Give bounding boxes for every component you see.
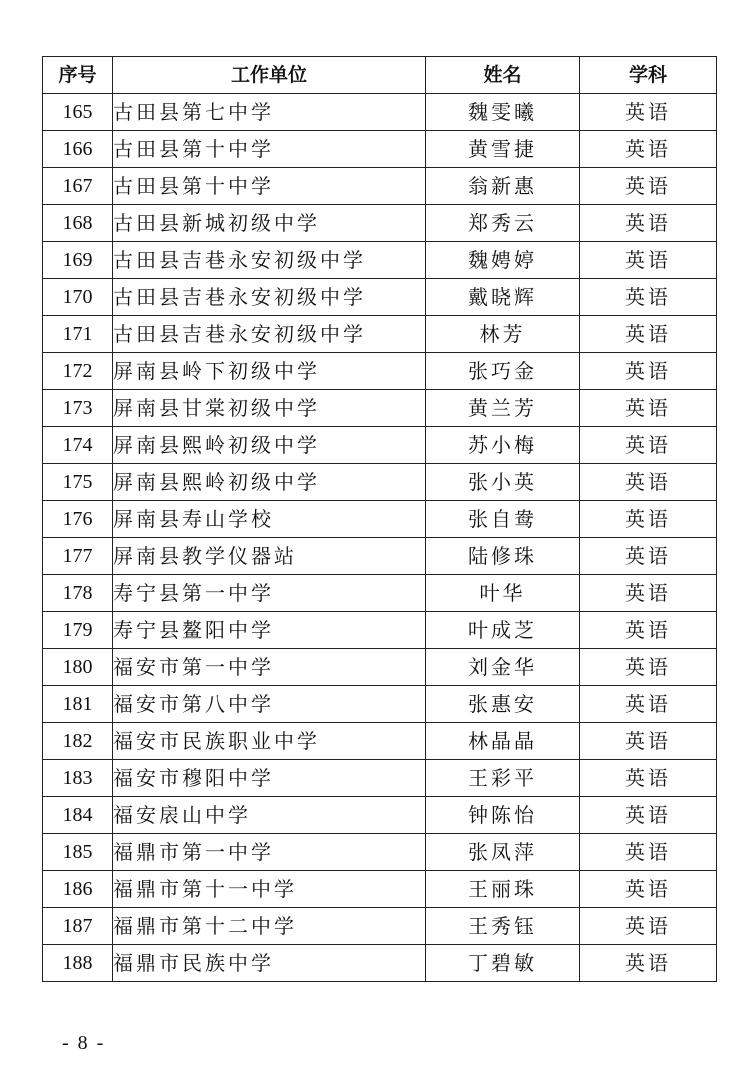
cell-unit: 屏南县教学仪器站 [113, 538, 426, 575]
cell-no: 175 [43, 464, 113, 501]
cell-subject: 英语 [580, 353, 717, 390]
table-row [43, 723, 717, 760]
cell-subject: 英语 [580, 205, 717, 242]
cell-subject: 英语 [580, 427, 717, 464]
cell-name: 叶华 [426, 575, 580, 612]
cell-subject: 英语 [580, 834, 717, 871]
header-no: 序号 [43, 57, 113, 94]
cell-no: 172 [43, 353, 113, 390]
cell-name: 魏娉婷 [426, 242, 580, 279]
cell-unit: 福鼎市民族中学 [113, 945, 426, 982]
cell-name: 叶成芝 [426, 612, 580, 649]
cell-no: 169 [43, 242, 113, 279]
cell-subject: 英语 [580, 464, 717, 501]
cell-no: 178 [43, 575, 113, 612]
table-row [43, 797, 717, 834]
cell-unit: 屏南县甘棠初级中学 [113, 390, 426, 427]
cell-no: 185 [43, 834, 113, 871]
cell-name: 刘金华 [426, 649, 580, 686]
cell-subject: 英语 [580, 501, 717, 538]
cell-name: 钟陈怡 [426, 797, 580, 834]
table-row [43, 575, 717, 612]
cell-subject: 英语 [580, 945, 717, 982]
cell-subject: 英语 [580, 94, 717, 131]
cell-no: 171 [43, 316, 113, 353]
table-row [43, 649, 717, 686]
cell-unit: 福安市第一中学 [113, 649, 426, 686]
table-row [43, 464, 717, 501]
cell-unit: 福安市第八中学 [113, 686, 426, 723]
cell-no: 170 [43, 279, 113, 316]
cell-unit: 屏南县熙岭初级中学 [113, 427, 426, 464]
cell-name: 黄兰芳 [426, 390, 580, 427]
cell-unit: 福鼎市第十二中学 [113, 908, 426, 945]
cell-unit: 福安市穆阳中学 [113, 760, 426, 797]
table-row [43, 242, 717, 279]
cell-unit: 寿宁县鳌阳中学 [113, 612, 426, 649]
header-subject: 学科 [580, 57, 717, 94]
cell-no: 174 [43, 427, 113, 464]
table-row [43, 945, 717, 982]
cell-subject: 英语 [580, 168, 717, 205]
cell-subject: 英语 [580, 723, 717, 760]
cell-name: 魏雯曦 [426, 94, 580, 131]
cell-name: 王彩平 [426, 760, 580, 797]
cell-unit: 福安扆山中学 [113, 797, 426, 834]
cell-subject: 英语 [580, 686, 717, 723]
cell-no: 188 [43, 945, 113, 982]
table-row [43, 168, 717, 205]
cell-unit: 福鼎市第十一中学 [113, 871, 426, 908]
cell-name: 林芳 [426, 316, 580, 353]
table-row [43, 612, 717, 649]
cell-subject: 英语 [580, 908, 717, 945]
cell-unit: 古田县吉巷永安初级中学 [113, 316, 426, 353]
table-row [43, 686, 717, 723]
table-row [43, 94, 717, 131]
cell-subject: 英语 [580, 760, 717, 797]
cell-unit: 古田县第七中学 [113, 94, 426, 131]
cell-name: 苏小梅 [426, 427, 580, 464]
cell-name: 黄雪捷 [426, 131, 580, 168]
header-unit: 工作单位 [113, 57, 426, 94]
table-row [43, 205, 717, 242]
cell-no: 167 [43, 168, 113, 205]
header-name: 姓名 [426, 57, 580, 94]
cell-no: 168 [43, 205, 113, 242]
table-row [43, 760, 717, 797]
cell-name: 翁新惠 [426, 168, 580, 205]
cell-subject: 英语 [580, 390, 717, 427]
cell-name: 张自鸯 [426, 501, 580, 538]
table-row [43, 834, 717, 871]
cell-subject: 英语 [580, 649, 717, 686]
table-row [43, 353, 717, 390]
cell-no: 181 [43, 686, 113, 723]
table-header-row [43, 57, 717, 94]
cell-unit: 屏南县岭下初级中学 [113, 353, 426, 390]
cell-subject: 英语 [580, 316, 717, 353]
table-row [43, 279, 717, 316]
cell-no: 179 [43, 612, 113, 649]
cell-name: 陆修珠 [426, 538, 580, 575]
cell-no: 184 [43, 797, 113, 834]
roster-table [42, 56, 717, 982]
cell-subject: 英语 [580, 131, 717, 168]
cell-subject: 英语 [580, 538, 717, 575]
cell-unit: 古田县新城初级中学 [113, 205, 426, 242]
cell-name: 张巧金 [426, 353, 580, 390]
cell-unit: 寿宁县第一中学 [113, 575, 426, 612]
document-page [42, 56, 716, 982]
table-row [43, 871, 717, 908]
table-row [43, 908, 717, 945]
cell-no: 187 [43, 908, 113, 945]
cell-no: 173 [43, 390, 113, 427]
cell-name: 王秀钰 [426, 908, 580, 945]
cell-no: 186 [43, 871, 113, 908]
cell-name: 张小英 [426, 464, 580, 501]
cell-unit: 古田县第十中学 [113, 168, 426, 205]
cell-unit: 福鼎市第一中学 [113, 834, 426, 871]
table-row [43, 390, 717, 427]
cell-subject: 英语 [580, 279, 717, 316]
cell-name: 戴晓辉 [426, 279, 580, 316]
cell-unit: 古田县第十中学 [113, 131, 426, 168]
table-body [43, 94, 717, 982]
table-row [43, 131, 717, 168]
cell-no: 166 [43, 131, 113, 168]
cell-name: 王丽珠 [426, 871, 580, 908]
cell-unit: 屏南县熙岭初级中学 [113, 464, 426, 501]
cell-subject: 英语 [580, 612, 717, 649]
cell-subject: 英语 [580, 871, 717, 908]
cell-unit: 屏南县寿山学校 [113, 501, 426, 538]
cell-no: 182 [43, 723, 113, 760]
cell-no: 176 [43, 501, 113, 538]
cell-name: 丁碧敏 [426, 945, 580, 982]
cell-name: 张惠安 [426, 686, 580, 723]
cell-name: 林晶晶 [426, 723, 580, 760]
cell-unit: 福安市民族职业中学 [113, 723, 426, 760]
cell-subject: 英语 [580, 575, 717, 612]
table-row [43, 316, 717, 353]
cell-no: 165 [43, 94, 113, 131]
cell-no: 180 [43, 649, 113, 686]
cell-no: 183 [43, 760, 113, 797]
cell-no: 177 [43, 538, 113, 575]
cell-subject: 英语 [580, 242, 717, 279]
cell-unit: 古田县吉巷永安初级中学 [113, 242, 426, 279]
table-row [43, 501, 717, 538]
cell-name: 张凤萍 [426, 834, 580, 871]
cell-subject: 英语 [580, 797, 717, 834]
table-row [43, 538, 717, 575]
cell-unit: 古田县吉巷永安初级中学 [113, 279, 426, 316]
page-number: - 8 - [62, 1032, 106, 1054]
cell-name: 郑秀云 [426, 205, 580, 242]
table-row [43, 427, 717, 464]
